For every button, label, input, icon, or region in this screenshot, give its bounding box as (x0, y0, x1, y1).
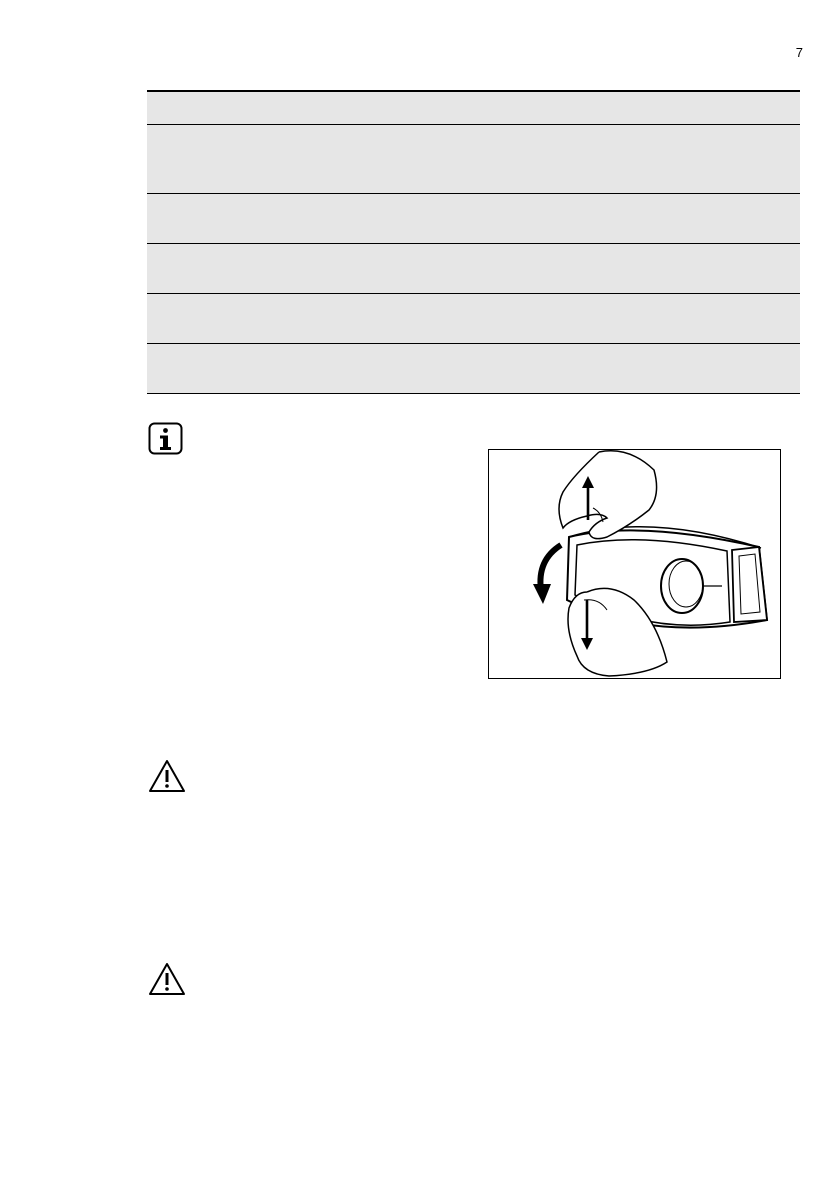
table-row (147, 194, 800, 244)
table-cell (377, 244, 800, 293)
info-icon (148, 422, 183, 455)
warning-icon (148, 962, 186, 996)
table-cell (377, 92, 800, 124)
table-cell (377, 294, 800, 343)
table-cell (147, 92, 377, 124)
table-cell (147, 294, 377, 343)
table-cell (377, 194, 800, 243)
warning-icon (148, 759, 186, 793)
table-row (147, 244, 800, 294)
page-number: 7 (795, 45, 803, 60)
table-cell (377, 125, 800, 193)
table-row (147, 344, 800, 394)
table-header-row (147, 92, 800, 125)
table-row (147, 125, 800, 194)
table-cell (147, 125, 377, 193)
table-cell (377, 344, 800, 393)
table-cell (147, 194, 377, 243)
table-row (147, 294, 800, 344)
specification-table (147, 90, 800, 394)
table-cell (147, 244, 377, 293)
control-panel-figure (488, 449, 781, 679)
table-cell (147, 344, 377, 393)
control-panel-illustration (489, 450, 780, 678)
